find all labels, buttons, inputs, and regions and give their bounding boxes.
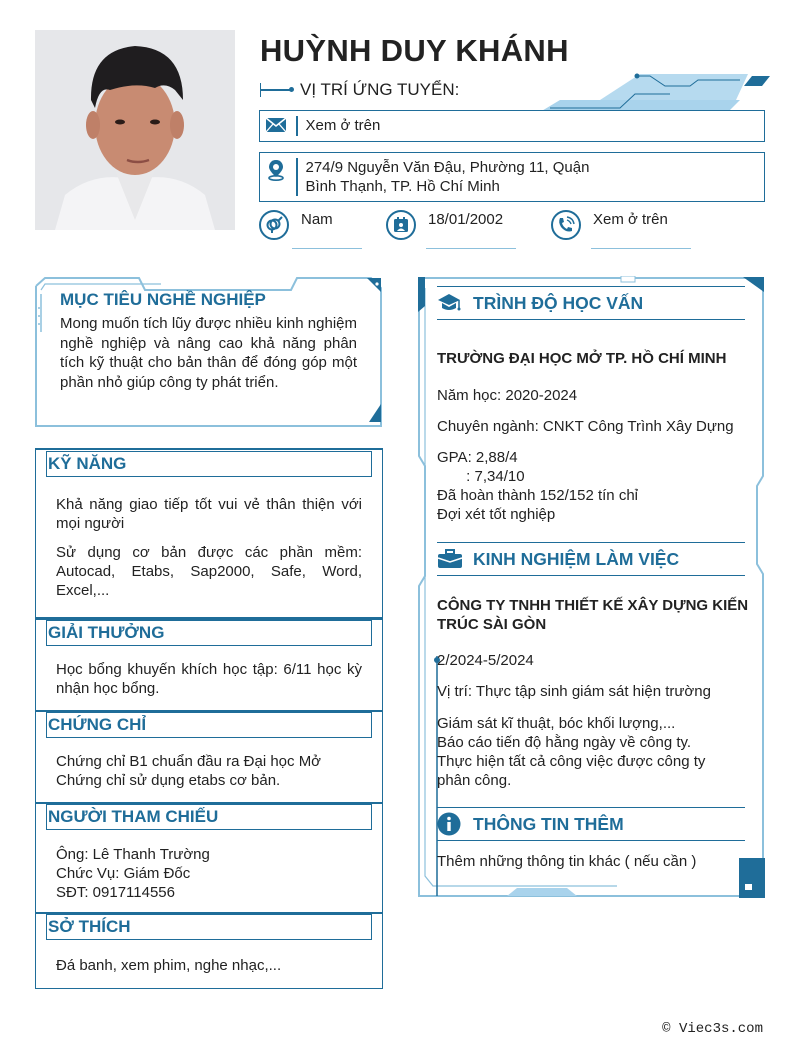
company-line-1: CÔNG TY TNHH THIẾT KẾ XÂY DỰNG KIẾN [437,597,749,614]
gpa-line-2: : 7,34/10 [437,468,525,485]
references-title: NGƯỜI THAM CHIẾU [46,804,372,830]
hobbies-text: Đá banh, xem phim, nghe nhạc,... [56,957,282,974]
skills-title: KỸ NĂNG [46,451,372,477]
education-title: TRÌNH ĐỘ HỌC VẤN [473,292,644,313]
dob-item [386,208,503,240]
certificates-title: CHỨNG CHỈ [46,712,372,738]
address-line-2: Bình Thạnh, TP. Hồ Chí Minh [305,178,500,195]
duty-item: phân công. [437,772,512,789]
certificate-item: Chứng chỉ B1 chuẩn đầu ra Đại học Mở [56,753,322,770]
phone-icon [551,210,581,240]
education-major: Chuyên ngành: CNKT Công Trình Xây Dựng [437,418,734,435]
email-value: Xem ở trên [305,117,381,134]
position-label: VỊ TRÍ ỨNG TUYỂN: [300,80,460,99]
reference-phone: SĐT: 0917114556 [56,884,175,901]
phone-value: Xem ở trên [593,211,668,228]
experience-title: KINH NGHIỆM LÀM VIỆC [473,548,680,569]
right-column-frame [417,276,765,898]
address-field [259,152,765,202]
credits: Đã hoàn thành 152/152 tín chỉ [437,487,638,504]
certificate-item: Chứng chỉ sử dụng etabs cơ bản. [56,772,281,789]
company-line-2: TRÚC SÀI GÒN [437,616,547,633]
duty-item: Thực hiện tất cả công việc được công ty [437,753,706,770]
hobbies-title: SỞ THÍCH [46,914,372,940]
work-period: 2/2024-5/2024 [437,652,534,669]
education-years: Năm học: 2020-2024 [437,387,578,404]
position-row [260,78,459,102]
school-name: TRƯỜNG ĐẠI HỌC MỞ TP. HỒ CHÍ MINH [437,350,727,367]
gender-value: Nam [301,211,333,228]
calendar-icon [386,210,416,240]
awards-title: GIẢI THƯỞNG [46,620,372,646]
dob-value: 18/01/2002 [428,211,504,228]
graduation-status: Đợi xét tốt nghiệp [437,506,556,523]
right-column [417,276,765,898]
address-value [306,153,590,196]
phone-item [551,208,668,240]
candidate-name: HUỲNH DUY KHÁNH [260,33,569,68]
skill-item: Sử dụng cơ bản được các phần mềm: Autocad, Etabs, Sap2000, Safe, Word, Excel,... [56,544,362,599]
portrait-image [35,30,235,230]
gender-item [259,208,333,240]
experience-header [437,542,745,576]
envelope-icon [260,111,292,133]
work-duties [437,714,752,790]
work-role: Vị trí: Thực tập sinh giám sát hiện trường [437,683,711,700]
extra-info-text: Thêm những thông tin khác ( nếu cần ) [437,853,697,870]
career-objective-section [35,276,383,428]
email-field [259,110,765,142]
briefcase-icon [437,549,467,569]
certificates-section [35,710,383,804]
objective-title: MỤC TIÊU NGHỀ NGHIỆP [60,290,266,309]
position-connector-icon [260,83,294,97]
skills-section [35,448,383,618]
reference-name: Ông: Lê Thanh Trường [56,846,210,863]
graduation-cap-icon [437,293,467,313]
duty-item: Giám sát kĩ thuật, bóc khối lượng,... [437,715,676,732]
info-icon [437,812,467,836]
gender-icon [259,210,289,240]
award-item: Học bổng khuyến khích học tập: 6/11 học kỳ nhận học bổng. [56,661,362,697]
company-name [437,596,752,634]
profile-photo [35,30,235,230]
reference-role: Chức Vụ: Giám Đốc [56,865,191,882]
objective-text: Mong muốn tích lũy được nhiều kinh nghiệm nghề nghiệp và nâng cao khả năng phân tích kỹ thuật cho bản thân để đóng góp một phần nhỏ giúp công ty phát triển. [60,315,357,391]
circuit-decoration [540,70,772,112]
gpa-line-1: GPA: 2,88/4 [437,449,518,466]
hobbies-section [35,912,383,989]
extra-info-header [437,807,745,841]
extra-info-title: THÔNG TIN THÊM [473,813,624,834]
education-header [437,286,745,320]
skill-item: Khả năng giao tiếp tốt vui vẻ thân thiện với mọi người [56,496,362,532]
duty-item: Báo cáo tiến độ hằng ngày về công ty. [437,734,692,751]
education-details [437,448,752,524]
references-section [35,802,383,914]
awards-section [35,618,383,711]
footer-credit: © Viec3s.com [662,1021,763,1037]
map-pin-icon [260,153,292,181]
address-line-1: 274/9 Nguyễn Văn Đậu, Phường 11, Quận [305,159,590,176]
